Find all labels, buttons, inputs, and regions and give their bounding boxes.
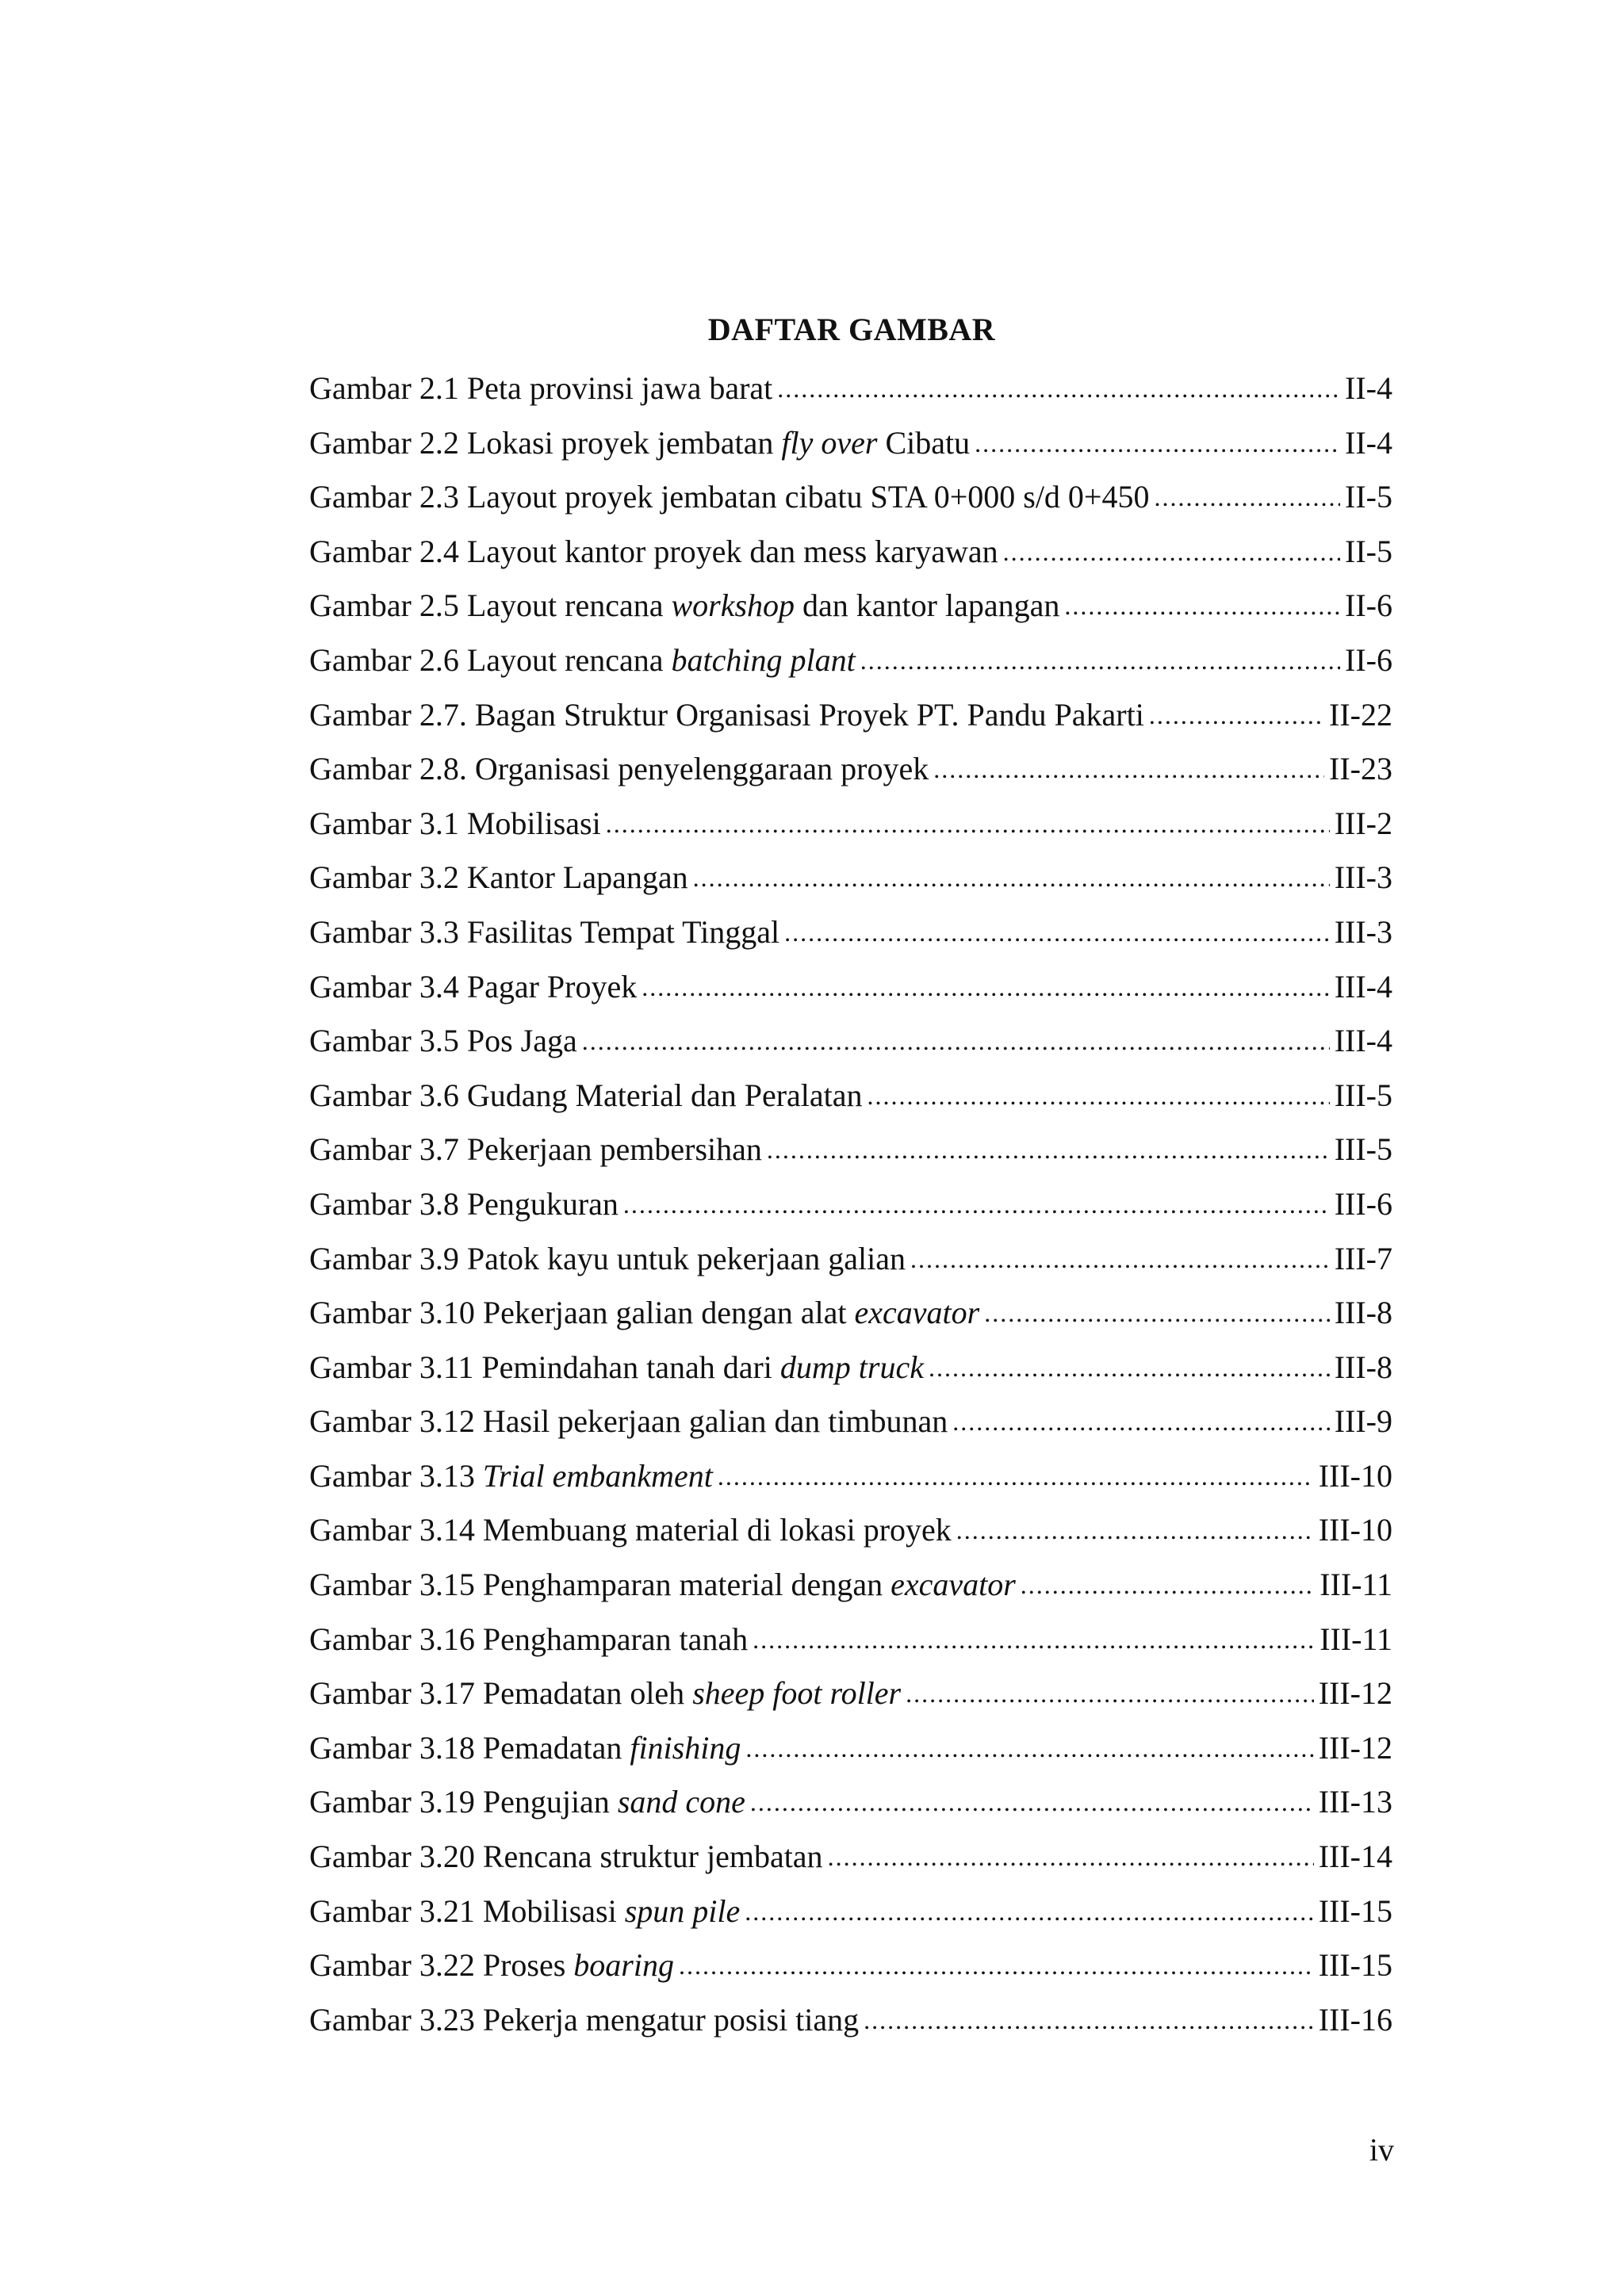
- dot-leader: [864, 1992, 1314, 2048]
- figure-entry[interactable]: [309, 1341, 1392, 1395]
- figure-entry-page: III-14: [1318, 1839, 1392, 1875]
- figure-entry-page: III-16: [1318, 2001, 1392, 2038]
- figure-entry-label: [309, 416, 970, 471]
- figure-entry[interactable]: [309, 960, 1392, 1015]
- figure-entry-text: Gambar 3.8 Pengukuran: [309, 1185, 619, 1222]
- dot-leader: [910, 1230, 1330, 1287]
- figure-entry-text: Gambar 2.1 Peta provinsi jawa barat: [309, 370, 773, 406]
- figure-entry-page: III-10: [1318, 1457, 1392, 1494]
- figure-entry-text: Gambar 3.5 Pos Jaga: [309, 1023, 577, 1059]
- figure-entry[interactable]: [309, 1830, 1392, 1885]
- figure-entry-page: III-10: [1318, 1512, 1392, 1548]
- figure-entry-page: III-2: [1334, 805, 1392, 841]
- figure-entry-label: [309, 1232, 906, 1287]
- figure-entry-label: [309, 1775, 745, 1830]
- page-title: DAFTAR GAMBAR: [707, 312, 996, 347]
- figure-entry-text-suffix: Cibatu: [877, 424, 971, 461]
- figure-entry-label: [309, 362, 772, 416]
- dot-leader: [777, 360, 1340, 416]
- figure-entry-text: Gambar 3.13: [309, 1457, 483, 1494]
- figure-entry-page: III-11: [1320, 1621, 1392, 1657]
- figure-entry[interactable]: [309, 1775, 1392, 1830]
- figure-entry-label: [309, 1014, 577, 1069]
- figure-entry-text: Gambar 3.6 Gudang Material dan Peralatan: [309, 1077, 863, 1113]
- figure-entry-page: III-8: [1334, 1349, 1392, 1385]
- figure-entry-label: [309, 470, 1150, 525]
- figure-entry[interactable]: [309, 1177, 1392, 1232]
- figure-entry-italic-text: dump truck: [779, 1349, 924, 1385]
- figure-entry-label: [309, 1286, 979, 1341]
- figure-entry-text: Gambar 2.8. Organisasi penyelenggaraan proyek: [309, 751, 929, 787]
- figure-entry-text: Gambar 2.5 Layout rencana: [309, 587, 672, 624]
- figure-entry[interactable]: [309, 362, 1392, 416]
- figure-entry-text: Gambar 3.10 Pekerjaan galian dengan alat: [309, 1295, 855, 1331]
- page-number: iv: [1369, 2132, 1394, 2168]
- figure-entry-page: III-4: [1334, 1023, 1392, 1059]
- figure-entry-text: Gambar 3.7 Pekerjaan pembersihan: [309, 1131, 762, 1168]
- figure-entry-text: Gambar 2.2 Lokasi proyek jembatan: [309, 424, 782, 461]
- figure-entry[interactable]: [309, 1123, 1392, 1177]
- figure-entry[interactable]: [309, 797, 1392, 851]
- figure-entry-page: III-7: [1334, 1240, 1392, 1276]
- dot-leader: [956, 1502, 1314, 1558]
- figure-entry-italic-text: batching plant: [671, 641, 856, 678]
- figure-entry-page: III-12: [1318, 1729, 1392, 1766]
- figure-entry-text: Gambar 3.12 Hasil pekerjaan galian dan timbunan: [309, 1403, 948, 1440]
- dot-leader: [868, 1067, 1330, 1123]
- figure-entry-label: [309, 688, 1144, 743]
- dot-leader: [860, 632, 1340, 688]
- figure-entry-page: III-4: [1334, 968, 1392, 1004]
- figure-entry-page: II-6: [1345, 641, 1392, 678]
- figure-entry-page: III-8: [1334, 1295, 1392, 1331]
- figure-entry[interactable]: [309, 633, 1392, 688]
- figure-entry[interactable]: [309, 525, 1392, 580]
- figure-entry-label: [309, 1885, 740, 1939]
- dot-leader: [984, 1284, 1330, 1341]
- dot-leader: [745, 1720, 1313, 1776]
- figure-entry[interactable]: [309, 1938, 1392, 1993]
- dot-leader: [975, 415, 1340, 471]
- figure-entry-label: [309, 579, 1059, 633]
- figure-entry-page: III-3: [1334, 859, 1392, 896]
- figure-entry[interactable]: [309, 688, 1392, 743]
- figure-list: [309, 362, 1392, 2047]
- figure-entry-label: [309, 1938, 674, 1993]
- figure-entry-label: [309, 525, 998, 580]
- figure-entry-italic-text: sheep foot roller: [692, 1675, 902, 1712]
- figure-entry-label: [309, 1667, 901, 1721]
- dot-leader: [952, 1393, 1329, 1449]
- figure-entry[interactable]: [309, 905, 1392, 960]
- figure-entry-page: II-5: [1345, 533, 1392, 569]
- dot-leader: [1021, 1556, 1315, 1613]
- figure-entry[interactable]: [309, 1558, 1392, 1613]
- figure-entry-page: III-15: [1318, 1947, 1392, 1984]
- figure-entry[interactable]: [309, 470, 1392, 525]
- dot-leader: [582, 1012, 1330, 1069]
- figure-entry[interactable]: [309, 1503, 1392, 1558]
- figure-entry-page: III-9: [1334, 1403, 1392, 1440]
- figure-entry-label: [309, 1721, 741, 1776]
- figure-entry-label: [309, 1830, 823, 1885]
- dot-leader: [745, 1883, 1313, 1939]
- figure-entry-label: [309, 1341, 924, 1395]
- figure-entry-page: III-5: [1334, 1077, 1392, 1113]
- figure-entry-page: II-23: [1329, 751, 1392, 787]
- figure-entry-text: Gambar 3.1 Mobilisasi: [309, 805, 601, 841]
- figure-entry-text: Gambar 3.18 Pemadatan: [309, 1729, 630, 1766]
- figure-entry-italic-text: Trial embankment: [482, 1457, 713, 1494]
- figure-entry-page: II-4: [1345, 370, 1392, 406]
- figure-entry-page: II-5: [1345, 479, 1392, 515]
- dot-leader: [679, 1937, 1314, 1993]
- figure-entry-text: Gambar 3.22 Proses: [309, 1947, 574, 1984]
- figure-entry[interactable]: [309, 1449, 1392, 1504]
- dot-leader: [693, 849, 1330, 905]
- figure-entry-page: II-4: [1345, 424, 1392, 461]
- figure-entry-label: [309, 1503, 952, 1558]
- figure-entry[interactable]: [309, 1885, 1392, 1939]
- dot-leader: [606, 795, 1330, 851]
- figure-entry[interactable]: [309, 742, 1392, 797]
- figure-entry-label: [309, 1069, 863, 1123]
- figure-entry-page: II-22: [1329, 696, 1392, 733]
- figure-entry-text: Gambar 3.11 Pemindahan tanah dari: [309, 1349, 780, 1385]
- figure-entry-page: III-15: [1318, 1892, 1392, 1929]
- figure-entry-text-suffix: dan kantor lapangan: [795, 587, 1060, 624]
- figure-entry-page: III-12: [1318, 1675, 1392, 1712]
- figure-entry-text: Gambar 3.4 Pagar Proyek: [309, 968, 638, 1004]
- figure-entry-text: Gambar 3.2 Kantor Lapangan: [309, 859, 688, 896]
- figure-entry-label: [309, 633, 856, 688]
- figure-entry-label: [309, 1177, 619, 1232]
- figure-entry-italic-text: spun pile: [624, 1892, 741, 1929]
- figure-entry-text: Gambar 2.4 Layout kantor proyek dan mess karyawan: [309, 533, 998, 569]
- figure-entry-text: Gambar 2.6 Layout rencana: [309, 641, 672, 678]
- figure-entry-label: [309, 1993, 859, 2048]
- figure-entry-italic-text: fly over: [781, 424, 878, 461]
- figure-entry[interactable]: [309, 1667, 1392, 1721]
- dot-leader: [1064, 577, 1340, 633]
- dot-leader: [750, 1774, 1314, 1830]
- figure-entry[interactable]: [309, 1613, 1392, 1667]
- figure-entry-text: Gambar 3.21 Mobilisasi: [309, 1892, 625, 1929]
- figure-entry-italic-text: excavator: [854, 1295, 980, 1331]
- figure-entry-text: Gambar 3.20 Rencana struktur jembatan: [309, 1839, 823, 1875]
- dot-leader: [929, 1339, 1330, 1395]
- figure-entry-text: Gambar 3.14 Membuang material di lokasi proyek: [309, 1512, 952, 1548]
- figure-entry-label: [309, 742, 929, 797]
- figure-entry-text: Gambar 3.19 Pengujian: [309, 1784, 618, 1820]
- figure-entry-text: Gambar 2.3 Layout proyek jembatan cibatu STA 0+000 s/d 0+450: [309, 479, 1150, 515]
- figure-entry-page: II-6: [1345, 587, 1392, 624]
- figure-entry-label: [309, 960, 637, 1015]
- figure-entry[interactable]: [309, 1014, 1392, 1069]
- dot-leader: [767, 1121, 1330, 1177]
- figure-entry-label: [309, 905, 779, 960]
- dot-leader: [642, 959, 1329, 1015]
- figure-entry-label: [309, 797, 601, 851]
- figure-entry[interactable]: [309, 1721, 1392, 1776]
- dot-leader: [784, 904, 1330, 960]
- dot-leader: [1155, 469, 1341, 525]
- figure-entry[interactable]: [309, 1286, 1392, 1341]
- figure-entry-text: Gambar 3.23 Pekerja mengatur posisi tiang: [309, 2001, 860, 2038]
- dot-leader: [906, 1665, 1314, 1721]
- figure-entry-page: III-6: [1334, 1185, 1392, 1222]
- figure-entry-text: Gambar 2.7. Bagan Struktur Organisasi Proyek PT. Pandu Pakarti: [309, 696, 1144, 733]
- figure-entry-text: Gambar 3.16 Penghamparan tanah: [309, 1621, 749, 1657]
- figure-entry-text: Gambar 3.15 Penghamparan material dengan: [309, 1567, 891, 1603]
- figure-entry[interactable]: [309, 851, 1392, 905]
- dot-leader: [718, 1448, 1314, 1504]
- figure-entry-text: Gambar 3.3 Fasilitas Tempat Tinggal: [309, 913, 780, 950]
- figure-entry[interactable]: [309, 416, 1392, 471]
- figure-entry-italic-text: finishing: [630, 1729, 741, 1766]
- figure-entry[interactable]: [309, 1993, 1392, 2048]
- figure-entry-italic-text: excavator: [891, 1567, 1016, 1603]
- figure-entry-label: [309, 1449, 713, 1504]
- figure-entry-italic-text: workshop: [671, 587, 795, 624]
- dot-leader: [933, 740, 1324, 797]
- figure-entry-page: III-13: [1318, 1784, 1392, 1820]
- dot-leader: [623, 1176, 1330, 1232]
- figure-entry-label: [309, 1395, 948, 1449]
- figure-entry-label: [309, 1123, 762, 1177]
- dot-leader: [1003, 523, 1340, 580]
- dot-leader: [828, 1828, 1314, 1885]
- figure-entry[interactable]: [309, 1069, 1392, 1123]
- dot-leader: [753, 1611, 1315, 1667]
- figure-entry-label: [309, 851, 688, 905]
- figure-entry-text: Gambar 3.17 Pemadatan oleh: [309, 1675, 693, 1712]
- figure-entry-page: III-5: [1334, 1131, 1392, 1168]
- figure-entry[interactable]: [309, 1232, 1392, 1287]
- figure-entry[interactable]: [309, 579, 1392, 633]
- figure-entry[interactable]: [309, 1395, 1392, 1449]
- figure-entry-italic-text: boaring: [573, 1947, 674, 1984]
- dot-leader: [1149, 687, 1324, 743]
- figure-entry-italic-text: sand cone: [617, 1784, 745, 1820]
- figure-entry-page: III-3: [1334, 913, 1392, 950]
- figure-entry-label: [309, 1613, 748, 1667]
- figure-entry-label: [309, 1558, 1016, 1613]
- figure-entry-page: III-11: [1320, 1567, 1392, 1603]
- figure-entry-text: Gambar 3.9 Patok kayu untuk pekerjaan galian: [309, 1240, 906, 1276]
